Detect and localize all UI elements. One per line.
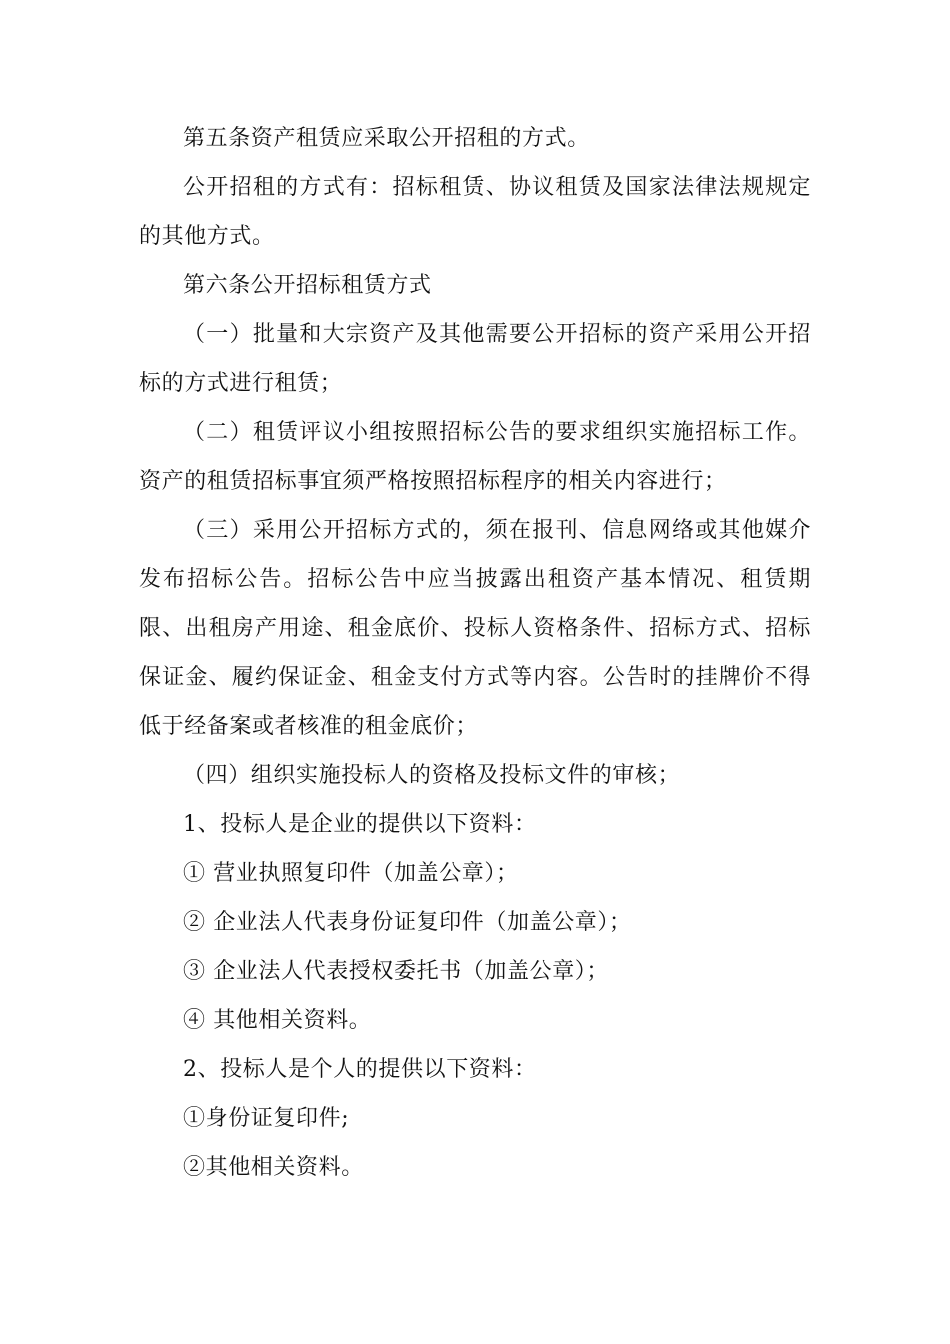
paragraph-article-5: 第五条资产租赁应采取公开招租的方式。 <box>183 126 590 151</box>
paragraph-item-3: （三）采用公开招标方式的，须在报刊、信息网络或其他媒介发布招标公告。招标公告中应当披露出租资产基本情况、租赁期限、出租房产用途、租金底价、投标人资格条件、招标方式、招标保证金、履约保证金、租金支付方式等内容。公告时的挂牌价不得低于经备案或者核准的租金底价； <box>139 518 811 739</box>
paragraph-article-6: 第六条公开招标租赁方式 <box>183 273 432 298</box>
paragraph-item-4: （四）组织实施投标人的资格及投标文件的审核； <box>183 763 681 788</box>
list-item-other-materials: ④ 其他相关资料。 <box>183 1008 372 1033</box>
paragraph-item-1: （一）批量和大宗资产及其他需要公开招标的资产采用公开招标的方式进行租赁； <box>139 322 811 396</box>
paragraph-lease-methods: 公开招租的方式有：招标租赁、协议租赁及国家法律法规规定的其他方式。 <box>139 175 811 249</box>
list-item-legal-rep-id: ② 企业法人代表身份证复印件（加盖公章）； <box>183 910 632 935</box>
list-item-other-materials-individual: ②其他相关资料。 <box>183 1155 364 1180</box>
paragraph-enterprise-bidder: 1、投标人是企业的提供以下资料： <box>183 812 537 837</box>
paragraph-item-2: （二）租赁评议小组按照招标公告的要求组织实施招标工作。资产的租赁招标事宜须严格按照招标程序的相关内容进行； <box>139 420 811 494</box>
list-item-business-license: ① 营业执照复印件（加盖公章）； <box>183 861 519 886</box>
list-item-id-copy: ①身份证复印件; <box>183 1106 350 1131</box>
list-item-authorization-letter: ③ 企业法人代表授权委托书（加盖公章）； <box>183 959 609 984</box>
paragraph-individual-bidder: 2、投标人是个人的提供以下资料： <box>183 1057 537 1082</box>
